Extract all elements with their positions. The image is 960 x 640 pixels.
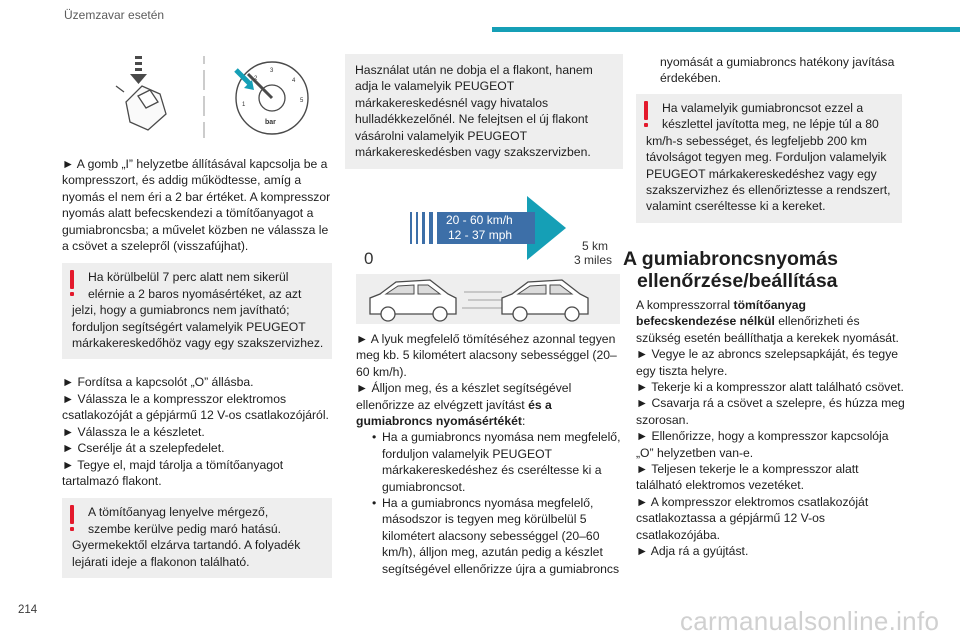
step-item: ► Válassza le a készletet. [62,424,205,439]
step-item: ► Teljesen tekerje le a kompresszor alatt található elektromos vezetéket. [636,462,859,493]
section-title: Üzemzavar esetén [64,8,165,22]
right-column-warning [636,94,902,223]
warning-text: A tömítőanyag lenyelve mérgező, [88,505,269,520]
intro-text-part: ellenőrizheti és szükség esetén beállíthatja a kerekek nyomását. [636,314,899,345]
warning-text: Ha körülbelül 7 perc alatt nem sikerül [88,270,289,285]
compressor-illustration [108,50,318,142]
step-item: ► Tegye el, majd tárolja a tömítőanyagot tartalmazó flakont. [62,457,284,488]
page-number: 214 [18,604,38,616]
distance-km-label: 5 km [582,239,609,253]
info-box [345,54,623,169]
speed-distance-illustration [356,192,620,326]
section-heading [623,248,838,292]
gauge-tick: 4 [292,78,296,84]
warning-text: készlettel javította meg, ne lépje túl a 80 km/h-s sebességet, és legfeljebb 200 km távolságot tegyen meg. Forduljon valamelyik PEUGEOT márkakereskedéshez vagy egy szakszervizhez és ellenőriztesse a rendszert, valamint cseréltesse ki a kereket. [646,117,891,214]
middle-column-text [356,331,624,577]
speed-kmh-label: 20 - 60 km/h [446,213,513,227]
instruction-text-bold: és a gumiabroncs nyomásértékét [356,397,552,429]
pressure-gauge-icon [236,62,308,134]
warning-text: Ha valamelyik gumiabroncsot ezzel a [662,101,864,115]
intro-text-part: A kompresszorral [636,298,734,312]
intro-text-bold: tömítőanyag befecskendezése nélkül [636,298,806,329]
speed-mph-label: 12 - 37 mph [448,228,513,242]
gauge-tick: 3 [270,68,274,74]
step-item: ► Fordítsa a kapcsolót „O” állásba. [62,375,254,390]
press-button-icon [116,56,166,130]
step-item: ► Adja rá a gyújtást. [636,544,749,559]
warning-box [62,263,332,359]
warning-text: elérnie a 2 baros nyomásértéket, az azt jelzi, hogy a gumiabroncs nem javítható; forduljon segítségért valamelyik PEUGEOT márkakereskedőhöz vagy egy szakszervizhez. [72,286,324,351]
instruction-text: ► A lyuk megfelelő tömítéséhez azonnal tegyen meg kb. 5 kilométert alacsony sebességgel (20–60 km/h). [356,332,617,379]
gauge-tick: 2 [254,76,258,82]
step-item: ► Csavarja rá a csövet a szelepre, és húzza meg szorosan. [636,396,905,427]
step-item: ► Cserélje át a szelepfedelet. [62,441,225,456]
step-item: ► Ellenőrizze, hogy a kompresszor kapcsolója „O” helyzetben van-e. [636,429,889,460]
middle-column [345,54,623,169]
instruction-text-part: ► Álljon meg, és a készlet segítségével ellenőrizze az elvégzett javítást [356,381,572,412]
warning-icon [70,505,74,533]
gauge-tick: 1 [242,102,246,108]
heading-line: A gumiabroncsnyomás [623,248,838,270]
warning-box [62,498,332,578]
sub-bullet-item: • Ha a gumiabroncs nyomása nem megfelelő, forduljon valamelyik PEUGEOT márkakereskedéshez és cseréltesse ki a gumiabroncsot. [372,430,621,494]
step-item: ► A kompresszor elektromos csatlakozóját csatlakoztassa a gépjármű 12 V-os csatlakozójába. [636,494,869,542]
right-column-text [636,297,906,560]
left-column [62,156,332,578]
distance-start-label: 0 [364,249,374,268]
sub-bullet-text: Ha a gumiabroncs nyomása megfelelő, másodszor is tegyen meg körülbelül 5 kilométert alacsony sebességgel (20–60 km/h), álljon meg, azután pedig a készlet segítségével ellenőrizze újra a gumiabroncs [382,496,620,576]
instruction-text-part: : [521,414,526,429]
warning-box [636,94,902,223]
watermark: carmanualsonline.info [680,606,940,636]
step-item: ► Tekerje ki a kompresszor alatt található csövet. [636,380,904,395]
step-item: ► Válassza le a kompresszor elektromos csatlakozóját a gépjármű 12 V-os csatlakozójáról. [62,391,329,423]
distance-miles-label: 3 miles [574,253,613,267]
instruction-text: nyomását a gumiabroncs hatékony javítása érdekében. [660,55,895,86]
step-item: ► Vegye le az abroncs szelepsapkáját, és tegye egy tiszta helyre. [636,347,899,378]
instruction-text: ► A gomb „I” helyzetbe állításával kapcsolja be a kompresszort, és addig működtesse, amíg a nyomás el nem éri a 2 bar értéket. A kompresszor nyomás alatt befecskendezi a tömítőanyagot a gumiabroncsba; a művelet közben ne válassza le a csövet a szelepről (visszafújhat). [62,157,331,254]
warning-text: szembe kerülve pedig maró hatású. Gyermekektől elzárva tartandó. A folyadék lejárati ideje a flakonon található. [72,521,301,569]
heading-line: ellenőrzése/beállítása [637,270,838,292]
gauge-unit-label: bar [265,119,276,126]
warning-icon [644,101,648,129]
info-text: Használat után ne dobja el a flakont, hanem adja le valamelyik PEUGEOT márkakereskedésnél vagy hivatalos hulladékkezelőnél. Ne felejtsen el új flakont vásárolni valamelyik PEUGEOT márkakereskedésben vagy szakszervizben. [355,63,593,160]
sub-bullet-text: Ha a gumiabroncs nyomása nem megfelelő, forduljon valamelyik PEUGEOT márkakereskedéshez és cseréltesse ki a gumiabroncsot. [382,430,621,494]
warning-icon [70,270,74,298]
gauge-tick: 5 [300,98,304,104]
instruction-text [356,380,624,429]
header-accent-bar [492,27,960,32]
sub-bullet-item: • Ha a gumiabroncs nyomása megfelelő, másodszor is tegyen meg körülbelül 5 kilométert alacsony sebességgel (20–60 km/h), álljon meg, azután pedig a készlet segítségével ellenőrizze újra a gumiabroncs [372,496,620,576]
right-column-cont [660,54,902,87]
intro-text [636,297,906,346]
